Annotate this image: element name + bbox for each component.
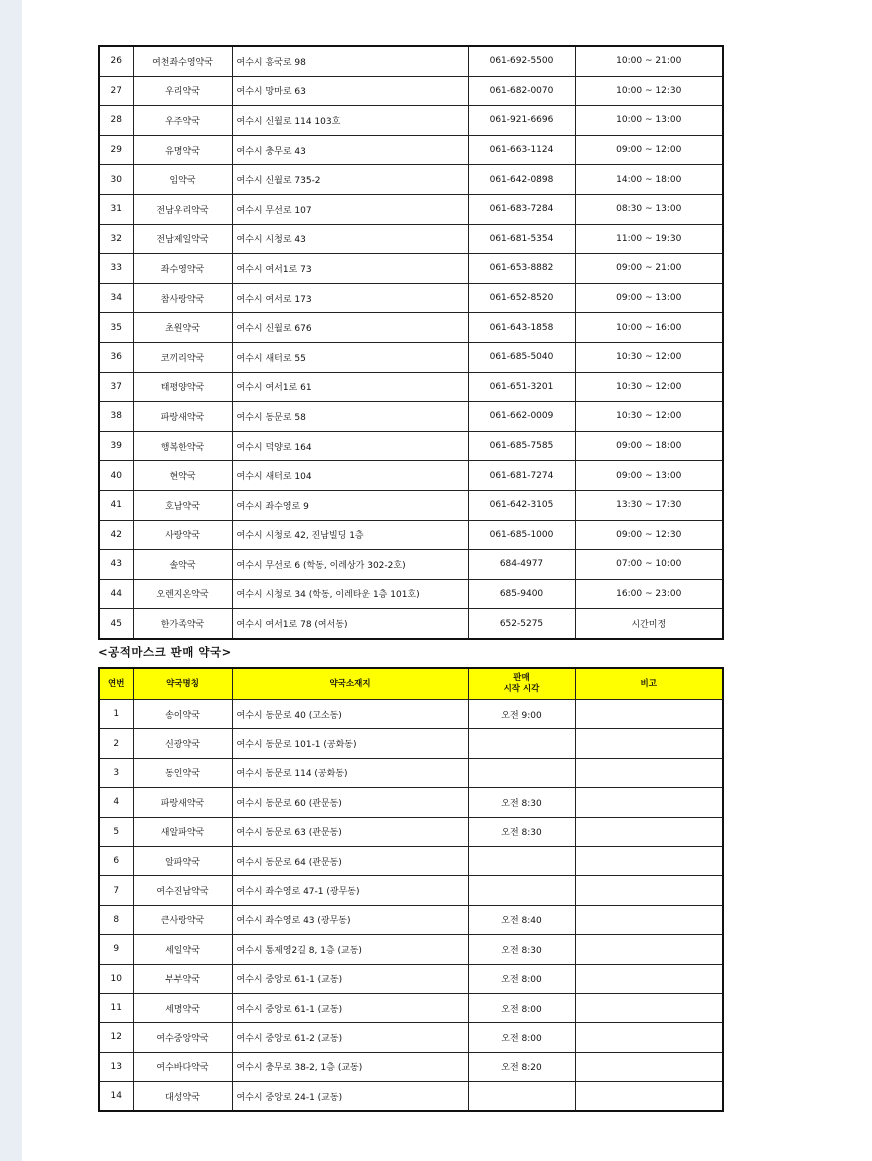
cell-number: 39	[99, 431, 133, 461]
section-title: <공적마스크 판매 약국>	[98, 645, 232, 659]
cell-remarks	[575, 846, 723, 875]
cell-hours: 14:00 ~ 18:00	[575, 165, 723, 195]
cell-phone: 061-692-5500	[468, 46, 575, 76]
cell-name: 파랑새약국	[133, 402, 232, 432]
cell-address: 여수시 신월로 114 103호	[232, 106, 468, 136]
cell-phone: 061-683-7284	[468, 194, 575, 224]
table-row	[99, 758, 723, 787]
cell-remarks	[575, 1052, 723, 1081]
cell-address: 여수시 동문로 64 (관문동)	[232, 846, 468, 875]
cell-number: 6	[99, 846, 133, 875]
cell-name: 현약국	[133, 461, 232, 491]
cell-sale-start	[468, 729, 575, 758]
cell-address: 여수시 중앙로 61-2 (교동)	[232, 1023, 468, 1052]
cell-address: 여수시 시청로 34 (학동, 이레타운 1층 101호)	[232, 579, 468, 609]
cell-hours: 11:00 ~ 19:30	[575, 224, 723, 254]
cell-remarks	[575, 935, 723, 964]
mask-pharmacy-table-body	[99, 700, 723, 1112]
cell-remarks	[575, 905, 723, 934]
cell-number: 40	[99, 461, 133, 491]
table-row	[99, 876, 723, 905]
cell-phone: 061-651-3201	[468, 372, 575, 402]
cell-number: 3	[99, 758, 133, 787]
cell-remarks	[575, 817, 723, 846]
pharmacy-hours-table	[98, 45, 724, 640]
cell-number: 44	[99, 579, 133, 609]
cell-hours: 16:00 ~ 23:00	[575, 579, 723, 609]
cell-sale-start: 오전 8:00	[468, 993, 575, 1022]
cell-hours: 시간미정	[575, 609, 723, 639]
table-row	[99, 372, 723, 402]
cell-number: 4	[99, 788, 133, 817]
cell-name: 참사랑약국	[133, 283, 232, 313]
cell-remarks	[575, 758, 723, 787]
cell-address: 여수시 중앙로 24-1 (교동)	[232, 1082, 468, 1112]
cell-hours: 09:00 ~ 12:00	[575, 135, 723, 165]
cell-address: 여수시 중앙로 61-1 (교동)	[232, 964, 468, 993]
cell-sale-start: 오전 8:30	[468, 788, 575, 817]
table-row	[99, 1082, 723, 1112]
header-name: 약국명칭	[133, 668, 232, 700]
cell-address: 여수시 무선로 107	[232, 194, 468, 224]
cell-number: 29	[99, 135, 133, 165]
cell-hours: 08:30 ~ 13:00	[575, 194, 723, 224]
cell-sale-start: 오전 8:30	[468, 935, 575, 964]
table-row	[99, 1052, 723, 1081]
cell-hours: 09:00 ~ 12:30	[575, 520, 723, 550]
table-row	[99, 1023, 723, 1052]
cell-address: 여수시 좌수영로 43 (광무동)	[232, 905, 468, 934]
cell-remarks	[575, 700, 723, 729]
cell-name: 여수진남약국	[133, 876, 232, 905]
table-row	[99, 106, 723, 136]
cell-name: 신광약국	[133, 729, 232, 758]
cell-phone: 061-681-5354	[468, 224, 575, 254]
table-row	[99, 135, 723, 165]
cell-remarks	[575, 993, 723, 1022]
cell-hours: 09:00 ~ 13:00	[575, 283, 723, 313]
cell-hours: 10:00 ~ 12:30	[575, 76, 723, 106]
table-row	[99, 165, 723, 195]
table-row	[99, 194, 723, 224]
cell-remarks	[575, 1082, 723, 1112]
cell-number: 31	[99, 194, 133, 224]
cell-phone: 685-9400	[468, 579, 575, 609]
cell-number: 26	[99, 46, 133, 76]
cell-number: 41	[99, 490, 133, 520]
document-page	[22, 0, 872, 1161]
cell-address: 여수시 새터로 104	[232, 461, 468, 491]
cell-number: 12	[99, 1023, 133, 1052]
cell-sale-start: 오전 8:30	[468, 817, 575, 846]
cell-name: 세일약국	[133, 935, 232, 964]
table-row	[99, 342, 723, 372]
cell-sale-start	[468, 758, 575, 787]
cell-address: 여수시 충무로 43	[232, 135, 468, 165]
cell-name: 행복한약국	[133, 431, 232, 461]
cell-name: 세명약국	[133, 993, 232, 1022]
cell-hours: 10:00 ~ 21:00	[575, 46, 723, 76]
table-row	[99, 224, 723, 254]
cell-number: 2	[99, 729, 133, 758]
cell-sale-start	[468, 1082, 575, 1112]
cell-phone: 061-662-0009	[468, 402, 575, 432]
cell-name: 우주약국	[133, 106, 232, 136]
table-row	[99, 402, 723, 432]
table-row	[99, 490, 723, 520]
cell-name: 솔약국	[133, 550, 232, 580]
table-row	[99, 254, 723, 284]
cell-hours: 10:30 ~ 12:00	[575, 372, 723, 402]
cell-name: 큰사랑약국	[133, 905, 232, 934]
table-row	[99, 579, 723, 609]
cell-sale-start: 오전 8:00	[468, 964, 575, 993]
cell-address: 여수시 시청로 42, 진남빌딩 1층	[232, 520, 468, 550]
cell-phone: 061-663-1124	[468, 135, 575, 165]
cell-hours: 09:00 ~ 13:00	[575, 461, 723, 491]
cell-name: 알파약국	[133, 846, 232, 875]
cell-name: 여수중앙약국	[133, 1023, 232, 1052]
cell-phone: 684-4977	[468, 550, 575, 580]
table-row	[99, 729, 723, 758]
cell-number: 28	[99, 106, 133, 136]
cell-address: 여수시 무선로 6 (학동, 이레상가 302-2호)	[232, 550, 468, 580]
table-row	[99, 935, 723, 964]
header-row	[99, 668, 723, 700]
cell-address: 여수시 좌수영로 47-1 (광무동)	[232, 876, 468, 905]
cell-remarks	[575, 1023, 723, 1052]
table-row	[99, 313, 723, 343]
cell-hours: 09:00 ~ 18:00	[575, 431, 723, 461]
cell-number: 14	[99, 1082, 133, 1112]
cell-name: 여천좌수영약국	[133, 46, 232, 76]
cell-number: 37	[99, 372, 133, 402]
cell-number: 42	[99, 520, 133, 550]
cell-address: 여수시 여서1로 78 (여서동)	[232, 609, 468, 639]
cell-address: 여수시 새터로 55	[232, 342, 468, 372]
cell-number: 9	[99, 935, 133, 964]
table-row	[99, 700, 723, 729]
cell-address: 여수시 동문로 101-1 (공화동)	[232, 729, 468, 758]
cell-address: 여수시 여서1로 61	[232, 372, 468, 402]
cell-address: 여수시 시청로 43	[232, 224, 468, 254]
cell-name: 대성약국	[133, 1082, 232, 1112]
cell-name: 부부약국	[133, 964, 232, 993]
cell-address: 여수시 여서로 173	[232, 283, 468, 313]
cell-address: 여수시 중앙로 61-1 (교동)	[232, 993, 468, 1022]
header-remarks: 비고	[575, 668, 723, 700]
cell-sale-start	[468, 876, 575, 905]
cell-name: 유명약국	[133, 135, 232, 165]
table-row	[99, 788, 723, 817]
table-row	[99, 846, 723, 875]
header-number: 연번	[99, 668, 133, 700]
cell-phone: 061-921-6696	[468, 106, 575, 136]
cell-sale-start: 오전 8:40	[468, 905, 575, 934]
cell-phone: 061-653-8882	[468, 254, 575, 284]
cell-number: 13	[99, 1052, 133, 1081]
cell-name: 태평양약국	[133, 372, 232, 402]
cell-name: 전남제일약국	[133, 224, 232, 254]
cell-number: 45	[99, 609, 133, 639]
cell-sale-start	[468, 846, 575, 875]
cell-address: 여수시 동문로 58	[232, 402, 468, 432]
cell-address: 여수시 신월로 735-2	[232, 165, 468, 195]
cell-number: 33	[99, 254, 133, 284]
cell-name: 전남우리약국	[133, 194, 232, 224]
cell-phone: 061-685-5040	[468, 342, 575, 372]
cell-sale-start: 오전 8:00	[468, 1023, 575, 1052]
cell-name: 오렌지온약국	[133, 579, 232, 609]
table-row	[99, 76, 723, 106]
table-row	[99, 550, 723, 580]
cell-name: 파랑새약국	[133, 788, 232, 817]
cell-address: 여수시 좌수영로 9	[232, 490, 468, 520]
table-row	[99, 520, 723, 550]
cell-address: 여수시 충무로 38-2, 1층 (교동)	[232, 1052, 468, 1081]
cell-hours: 09:00 ~ 21:00	[575, 254, 723, 284]
cell-address: 여수시 신월로 676	[232, 313, 468, 343]
cell-name: 사랑약국	[133, 520, 232, 550]
cell-phone: 652-5275	[468, 609, 575, 639]
cell-remarks	[575, 729, 723, 758]
cell-hours: 10:00 ~ 13:00	[575, 106, 723, 136]
cell-address: 여수시 망마로 63	[232, 76, 468, 106]
mask-pharmacy-table	[98, 667, 724, 1112]
cell-hours: 13:30 ~ 17:30	[575, 490, 723, 520]
cell-number: 43	[99, 550, 133, 580]
table-row	[99, 905, 723, 934]
mask-pharmacy-table-header	[99, 668, 723, 700]
cell-number: 1	[99, 700, 133, 729]
cell-name: 한가족약국	[133, 609, 232, 639]
cell-number: 38	[99, 402, 133, 432]
table-row	[99, 964, 723, 993]
table-row	[99, 461, 723, 491]
cell-number: 5	[99, 817, 133, 846]
cell-hours: 10:00 ~ 16:00	[575, 313, 723, 343]
cell-remarks	[575, 788, 723, 817]
cell-sale-start: 오전 8:20	[468, 1052, 575, 1081]
cell-phone: 061-642-0898	[468, 165, 575, 195]
cell-address: 여수시 동문로 40 (고소동)	[232, 700, 468, 729]
cell-phone: 061-682-0070	[468, 76, 575, 106]
header-sale-start: 판매 시작 시각	[468, 668, 575, 700]
table-row	[99, 431, 723, 461]
cell-name: 우리약국	[133, 76, 232, 106]
cell-hours: 10:30 ~ 12:00	[575, 342, 723, 372]
cell-remarks	[575, 964, 723, 993]
cell-address: 여수시 동문로 114 (공화동)	[232, 758, 468, 787]
cell-number: 11	[99, 993, 133, 1022]
cell-remarks	[575, 876, 723, 905]
cell-name: 코끼리약국	[133, 342, 232, 372]
cell-address: 여수시 덕양로 164	[232, 431, 468, 461]
cell-phone: 061-685-1000	[468, 520, 575, 550]
cell-phone: 061-681-7274	[468, 461, 575, 491]
cell-address: 여수시 동문로 60 (관문동)	[232, 788, 468, 817]
cell-hours: 07:00 ~ 10:00	[575, 550, 723, 580]
cell-name: 새알파약국	[133, 817, 232, 846]
cell-phone: 061-685-7585	[468, 431, 575, 461]
cell-address: 여수시 여서1로 73	[232, 254, 468, 284]
cell-name: 좌수영약국	[133, 254, 232, 284]
cell-phone: 061-643-1858	[468, 313, 575, 343]
cell-hours: 10:30 ~ 12:00	[575, 402, 723, 432]
table-row	[99, 283, 723, 313]
cell-name: 송이약국	[133, 700, 232, 729]
table-row	[99, 609, 723, 639]
cell-number: 36	[99, 342, 133, 372]
cell-address: 여수시 통제영2길 8, 1층 (교동)	[232, 935, 468, 964]
cell-name: 호남약국	[133, 490, 232, 520]
cell-number: 35	[99, 313, 133, 343]
cell-sale-start: 오전 9:00	[468, 700, 575, 729]
cell-address: 여수시 흥국로 98	[232, 46, 468, 76]
table-row	[99, 46, 723, 76]
cell-number: 34	[99, 283, 133, 313]
cell-name: 임약국	[133, 165, 232, 195]
cell-number: 7	[99, 876, 133, 905]
cell-address: 여수시 동문로 63 (관문동)	[232, 817, 468, 846]
cell-number: 10	[99, 964, 133, 993]
cell-name: 동인약국	[133, 758, 232, 787]
cell-number: 30	[99, 165, 133, 195]
cell-name: 초원약국	[133, 313, 232, 343]
cell-number: 8	[99, 905, 133, 934]
pharmacy-hours-table-body	[99, 46, 723, 639]
table-row	[99, 993, 723, 1022]
cell-number: 32	[99, 224, 133, 254]
cell-phone: 061-652-8520	[468, 283, 575, 313]
header-address: 약국소재지	[232, 668, 468, 700]
cell-number: 27	[99, 76, 133, 106]
cell-phone: 061-642-3105	[468, 490, 575, 520]
cell-name: 여수바다약국	[133, 1052, 232, 1081]
table-row	[99, 817, 723, 846]
